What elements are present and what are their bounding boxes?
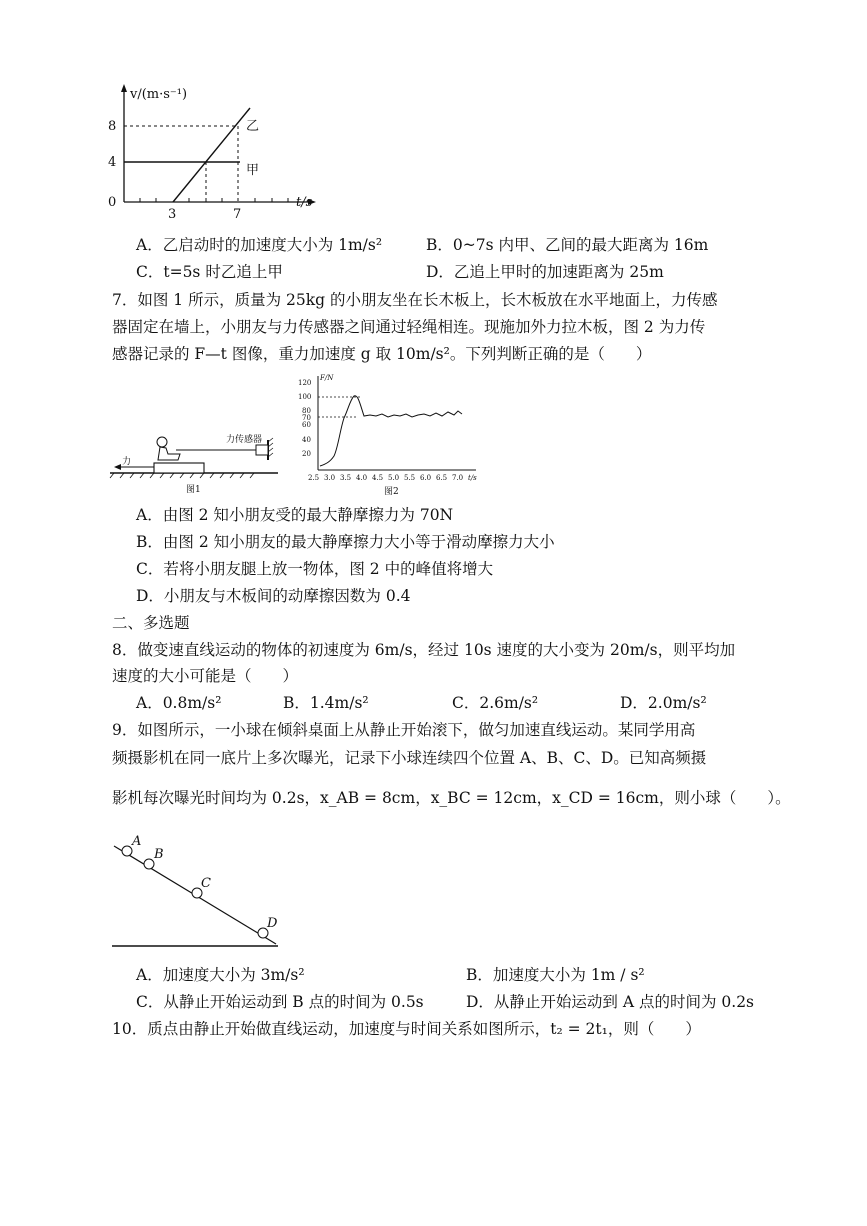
vt-xtick-7: 7: [233, 207, 242, 222]
q8-option-b: B．1.4m/s²: [283, 694, 369, 712]
q6-option-c: C．t=5s 时乙追上甲: [136, 263, 283, 281]
q7-stem-line2: 器固定在墙上，小朋友与力传感器之间通过轻绳相连。现施加外力拉木板，图 2 为力传: [112, 318, 706, 336]
q9-option-d: D．从静止开始运动到 A 点的时间为 0.2s: [466, 993, 755, 1011]
fig2-xtick: 2.5: [308, 474, 320, 482]
q7-figure-1: [108, 420, 284, 496]
fig2-x-unit: t/s: [468, 474, 477, 482]
fig2-xtick: 7.0: [452, 474, 464, 482]
fig2-ytick: 60: [302, 421, 311, 429]
q10-stem-line1: 10．质点由静止开始做直线运动，加速度与时间关系如图所示，t₂ = 2t₁，则（ ）: [112, 1020, 701, 1038]
fig2-y-label: F/N: [320, 374, 334, 382]
vt-ytick-8: 8: [108, 119, 117, 134]
q8-option-a: A．0.8m/s²: [136, 694, 222, 712]
point-label-a: A: [132, 834, 142, 849]
fig2-ytick: 100: [298, 393, 312, 401]
q9-option-c: C．从静止开始运动到 B 点的时间为 0.5s: [136, 993, 424, 1011]
q7-option-d: D．小朋友与木板间的动摩擦因数为 0.4: [136, 587, 411, 605]
vt-ytick-4: 4: [108, 155, 117, 170]
fig2-ytick: 120: [298, 379, 312, 387]
vt-ytick-0: 0: [108, 195, 117, 210]
q7-figure-2: [292, 370, 488, 498]
q8-option-d: D．2.0m/s²: [620, 694, 707, 712]
q6-option-a: A．乙启动时的加速度大小为 1m/s²: [136, 236, 383, 254]
vt-graph: [100, 78, 330, 228]
q9-incline-figure: [100, 828, 290, 954]
fig2-xtick: 3.5: [340, 474, 352, 482]
section-heading-multiple-choice: 二、多选题: [112, 614, 190, 632]
q7-stem-line3: 感器记录的 F—t 图像，重力加速度 g 取 10m/s²。下列判断正确的是（ ）: [112, 345, 652, 363]
point-label-b: B: [154, 847, 164, 862]
fig2-xtick: 3.0: [324, 474, 336, 482]
fig2-ytick: 70: [302, 414, 311, 422]
fig2-xtick: 5.5: [404, 474, 416, 482]
point-label-d: D: [267, 916, 278, 931]
fig2-xtick: 5.0: [388, 474, 400, 482]
q8-option-c: C．2.6m/s²: [452, 694, 539, 712]
vt-xtick-3: 3: [168, 207, 177, 222]
fig2-xtick: 6.0: [420, 474, 432, 482]
q7-option-b: B．由图 2 知小朋友的最大静摩擦力大小等于滑动摩擦力大小: [136, 533, 555, 551]
fig1-caption: 图1: [186, 485, 201, 495]
fig2-ytick: 40: [302, 436, 311, 444]
fig1-sensor-label: 力传感器: [226, 435, 263, 445]
q7-option-c: C．若将小朋友腿上放一物体，图 2 中的峰值将增大: [136, 560, 494, 578]
q8-stem-line2: 速度的大小可能是（ ）: [112, 667, 299, 685]
vt-x-label: t/s: [296, 195, 313, 210]
q7-stem-line1: 7．如图 1 所示，质量为 25kg 的小朋友坐在长木板上，长木板放在水平地面上，力传感: [112, 291, 718, 309]
vt-label-jia: 甲: [246, 163, 260, 178]
fig2-caption: 图2: [384, 487, 399, 497]
point-label-c: C: [201, 876, 211, 891]
fig2-xtick: 6.5: [436, 474, 448, 482]
q9-stem-line2: 频摄影机在同一底片上多次曝光，记录下小球连续四个位置 A、B、C、D。已知高频摄: [112, 749, 707, 767]
vt-label-yi: 乙: [246, 119, 260, 134]
fig1-force-label: 力: [122, 457, 132, 467]
fig2-ytick: 80: [302, 407, 311, 415]
q9-stem-line1: 9．如图所示，一小球在倾斜桌面上从静止开始滚下，做匀加速直线运动。某同学用高: [112, 721, 696, 739]
q9-stem-line3: 影机每次曝光时间均为 0.2s，x_AB = 8cm，x_BC = 12cm，x_CD = 16cm，则小球（ ）。: [112, 789, 791, 807]
q9-option-a: A．加速度大小为 3m/s²: [136, 966, 305, 984]
q6-option-b: B．0~7s 内甲、乙间的最大距离为 16m: [426, 236, 709, 254]
q6-option-d: D．乙追上甲时的加速距离为 25m: [426, 263, 664, 281]
q9-option-b: B．加速度大小为 1m / s²: [466, 966, 645, 984]
fig2-xtick: 4.0: [356, 474, 368, 482]
q7-option-a: A．由图 2 知小朋友受的最大静摩擦力为 70N: [136, 506, 454, 524]
fig2-ytick: 20: [302, 450, 311, 458]
q8-stem-line1: 8．做变速直线运动的物体的初速度为 6m/s，经过 10s 速度的大小变为 20m/s，则平均加: [112, 641, 736, 659]
fig2-xtick: 4.5: [372, 474, 384, 482]
vt-y-label: v/(m·s⁻¹): [130, 87, 188, 102]
